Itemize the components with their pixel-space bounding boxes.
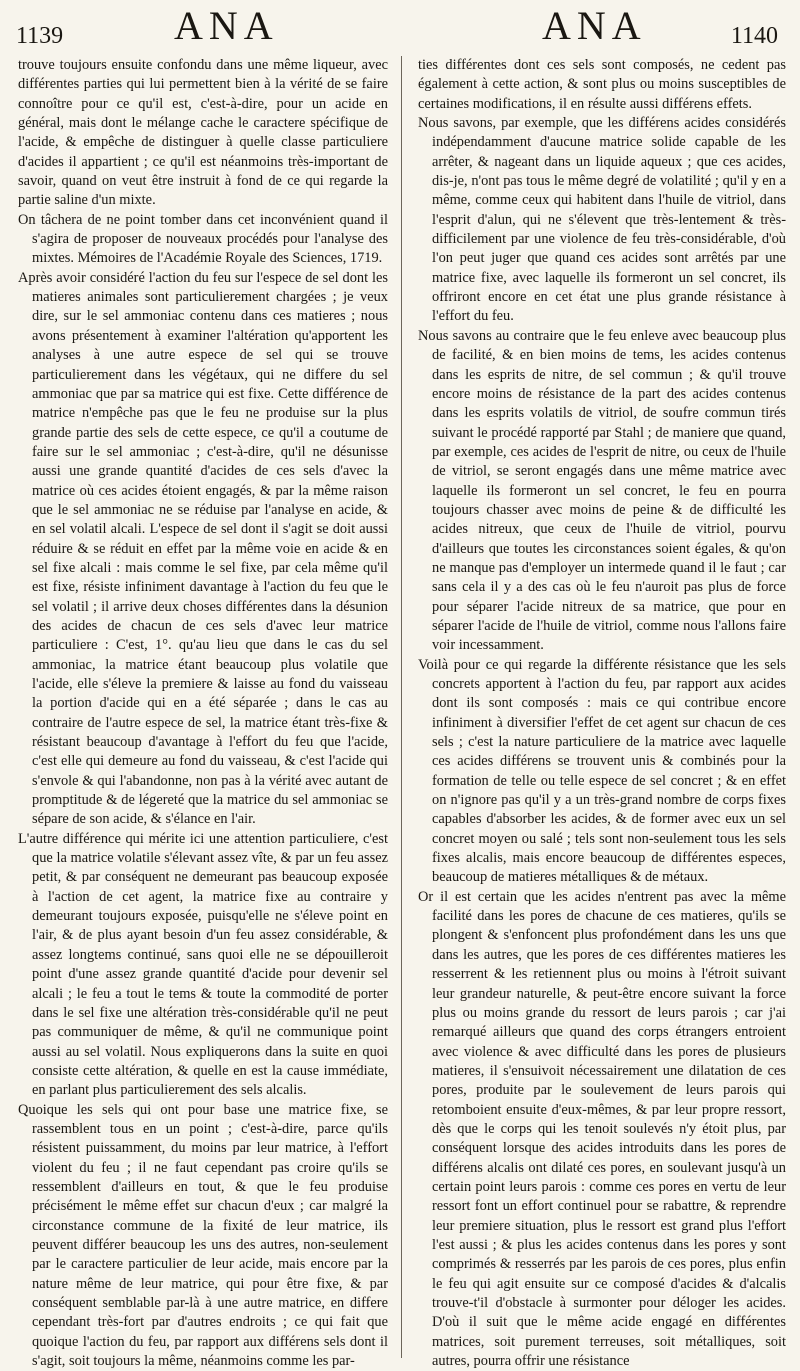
paragraph: Voilà pour ce qui regarde la différente résistance que les sels concrets apportent à l'action du feu, par rapport aux acides dont ils sont composés : mais ce qui contribue encore infiniment à diversifier l'effet de cet agent sur chacun de ces sels ; c'est la nature particuliere de la matrice avec laquelle ces acides différens se trouvent unis & combinés pour la formation de telle ou telle espece de sel concret ; & en effet on n'ignore pas qu'il y a un très-grand nombre de corps fixes capables d'absorber les acides, & de former avec eux un sel concret moyen ou salé ; tels sont non-seulement tous les sels fixes alcalis, mais encore beaucoup de différentes especes, beaucoup de matieres métalliques & de métaux.	[418, 656, 786, 886]
left-running-head: ANA	[174, 3, 279, 48]
paragraph: Nous savons au contraire que le feu enleve avec beaucoup plus de facilité, & en bien moins de tems, les acides contenus dans les esprits de nitre, de sel commun ; & qu'il trouve encore moins de résistance de la part des acides contenus dans les esprits volatils de vitriol, de soufre commun tirés suivant le procédé rapporté par Stahl ; de maniere que quand, par exemple, ces acides de l'esprit de nitre, ou ceux de l'huile de vitriol, se seront engagés dans une même matrice avec laquelle ils formeront un sel concret, le feu en pourra toujours chasser avec moins de peine & de difficulté les acides nitreux, que ceux de l'huile de vitriol, pourvu d'ailleurs que toutes les circonstances soient égales, & qu'on ne manque pas d'employer un intermede quand il le faut ; car sans cela il y a des cas où le feu n'auroit pas plus de force pour séparer l'acide nitreux de sa matrice, que pour en séparer l'acide de l'huile de vitriol, comme nous l'allons faire voir incessamment.	[418, 327, 786, 654]
right-text-column	[418, 56, 786, 1370]
paragraph: L'autre différence qui mérite ici une attention particuliere, c'est que la matrice volatile s'élevant assez vîte, & par un feu assez petit, & par conséquent ne demeurant pas beaucoup exposée à l'action de cet agent, la matrice fixe au contraire y demeurant toujours exposée, puisqu'elle ne s'éleve point en l'air, & de plus ayant besoin d'un feu assez considérable, & assez longtems continué, sans quoi elle ne se dépouilleroit point d'une assez grande quantité d'acide pour devenir sel alcali ; le feu a tout le tems & toute la commodité de porter dans le sel fixe une altération très-considérable qu'il ne peut pas communiquer de même, & qu'il ne communique point aussi au sel volatil. Nous expliquerons dans la suite en quoi consiste cette altération, & quelle en est la cause immédiate, en parlant plus particulierement des sels alcalis.	[18, 830, 388, 1099]
paragraph: Nous savons, par exemple, que les différens acides considérés indépendamment d'aucune matrice solide capable de les arrêter, & nageant dans un liquide aqueux ; que ces acides, dis-je, n'ont pas tous le même degré de volatilité ; qu'il y en a même, comme ceux qui habitent dans l'huile de vitriol, dans l'esprit d'alun, qui ne s'élevent que très-lentement & très-difficilement par une violence de feu très-considérable, d'où l'on peut juger que quand ces acides sont arrêtés par une matrice fixe, avec laquelle ils formeront un sel concret, ils offriront encore en cet état une plus grande résistance à l'effort du feu.	[418, 115, 786, 325]
left-text-column	[18, 56, 388, 1370]
paragraph: Quoique les sels qui ont pour base une matrice fixe, se rassemblent tous en un point ; c'est-à-dire, parce qu'ils résistent puissamment, du moins par leur matrice, à l'effort violent du feu ; il ne faut cependant pas croire qu'ils se ressemblent d'ailleurs en tout, & que le feu produise précisément le même effet sur chacun d'eux ; car malgré la circonstance commune de la fixité de leur matrice, ils peuvent différer beaucoup les uns des autres, non-seulement par le caractere particulier de leur acide, mais encore par la nature même de leur matrice, qui pour être fixe, & par conséquent semblable par-là à une autre matrice, en differe cependant très-fort par d'autres endroits ; ce qui fait que quoique l'action du feu, par rapport aux différens sels dont il s'agit, soit toujours la même, néanmoins comme les par-	[18, 1101, 388, 1370]
right-page-number: 1140	[730, 23, 778, 49]
paragraph: trouve toujours ensuite confondu dans une même liqueur, avec différentes parties qui lui permettent bien à la vérité de se faire connoître pour ce qu'il est, c'est-à-dire, pour un acide en général, mais dont le mélange cache le caractere spécifique de l'acide, & empêche de distinguer à quelle classe particuliere d'acides il appartient ; ce qu'il est néanmoins très-important de savoir, quand on veut être instruit à fond de ce qui regarde la partie saline d'un mixte.	[18, 57, 388, 209]
paragraph: On tâchera de ne point tomber dans cet inconvénient quand il s'agira de proposer de nouveaux procédés pour l'analyse des mixtes. Mémoires de l'Académie Royale des Sciences, 1719.	[18, 211, 388, 267]
left-page-number: 1139	[16, 23, 64, 49]
paragraph: ties différentes dont ces sels sont composés, ne cedent pas également à cette action, & sont plus ou moins susceptibles de certaines modifications, il en résulte aussi différens effets.	[418, 57, 786, 112]
page-header	[0, 0, 800, 52]
paragraph: Après avoir considéré l'action du feu sur l'espece de sel dont les matieres animales sont particulierement chargées ; je veux dire, sur le sel ammoniac contenu dans ces matieres ; nous avons présentement à examiner l'altération qu'apportent les analyses à une autre espece de sel qui se trouve particulierement dans les végétaux, qui ne differe du sel ammoniac que par sa matrice qui est fixe. Cette différence de matrice n'empêche pas que le feu ne produise sur la plus grande partie des sels de cette espece, ce qu'il a coutume de faire sur le sel ammoniac ; c'est-à-dire, qu'il ne désunisse aussi une grande quantité d'acides de ces sels d'avec la matrice où ces acides étoient engagés, & par la même raison que le sel ammoniac ne se réduise par l'analyse en acide, & en sel volatil alcali. L'espece de sel dont il s'agit se doit aussi réduire & se réduit en effet par la même voie en acide & en sel fixe alcali : mais comme le sel fixe, par cela même qu'il est fixe, résiste infiniment davantage à l'action du feu que le sel volatil ; il arrive deux choses différentes dans la désunion des acides de chacun de ces sels d'avec leur matrice particuliere : C'est, 1°. qu'au lieu que dans le cas du sel ammoniac, la matrice étant beaucoup plus volatile que l'acide, elle s'éleve la premiere & laisse au fond du vaisseau la portion d'acide qui en a été séparée ; dans le cas au contraire de l'autre espece de sel, la matrice étant très-fixe & résistant beaucoup d'avantage à l'effort du feu que l'acide, c'est elle qui demeure au fond du vaisseau, & c'est l'acide qui s'envole & qui l'abandonne, non pas à la vérité avec autant de promptitude & de légereté que la matrice du sel ammoniac se sépare de son acide, & s'élance en l'air.	[18, 269, 388, 828]
column-divider	[401, 56, 402, 1358]
paragraph: Or il est certain que les acides n'entrent pas avec la même facilité dans les pores de chacune de ces matieres, qu'ils se plongent & s'enfoncent plus profondément dans les uns que dans les autres, que les pores de ces différentes matieres les resserrent & les retiennent plus ou moins à l'étroit suivant leur grandeur naturelle, & peut-être encore suivant la force plus ou moins grande du ressort de leurs parois ; car j'ai remarqué ailleurs que quand des corps étrangers entroient avec violence & avec difficulté dans les pores de plusieurs matieres, il s'ensuivoit nécessairement une dilatation de ces pores, produite par le soulevement de leurs parois qui retomboient ensuite d'eux-mêmes, & par leur propre ressort, dès que le corps qui les tenoit soulevés n'y étoit plus, par conséquent lorsque des acides introduits dans les pores de différens alcalis ont dilaté ces pores, en soulevant jusqu'à un certain point leurs parois : comme ces pores en vertu de leur ressort font un effort continuel pour se rabattre, & reprendre leur premiere situation, plus le ressort est grand plus l'effort l'est aussi ; & plus les acides contenus dans les pores y sont comprimés & resserrés par les parois de ces pores, plus enfin le feu qui agit ensuite sur ce composé d'acides & d'alcalis trouve-t'il d'obstacle à surmonter pour déloger les acides. D'où il suit que le même acide engagé en différentes matrices, soit purement terreuses, soit métalliques, soit autres, pourra offrir une résistance	[418, 888, 786, 1370]
right-running-head: ANA	[542, 3, 647, 48]
